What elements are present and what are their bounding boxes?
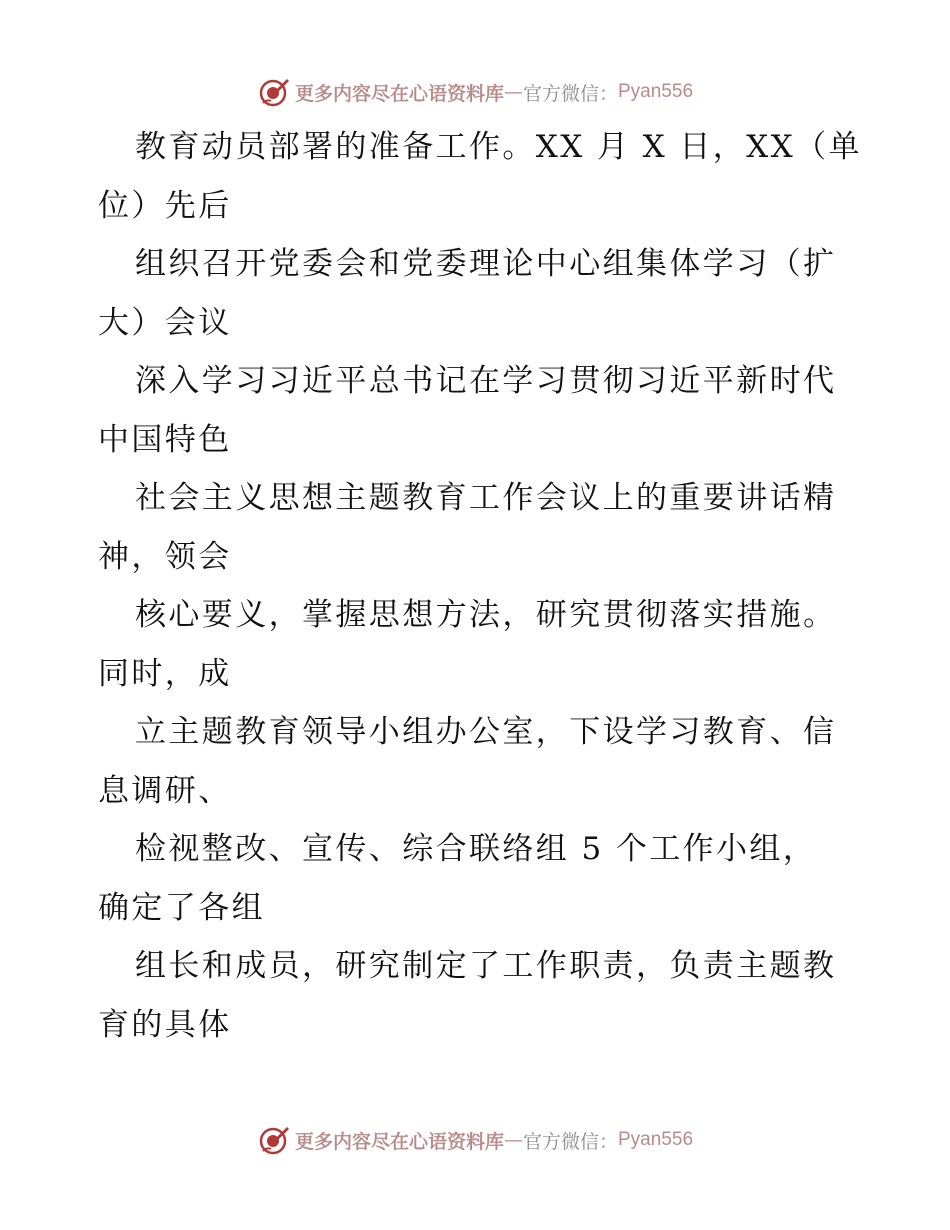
text-line: 大）会议: [98, 304, 232, 341]
text-line: 社会主义思想主题教育工作会议上的重要讲话精: [135, 480, 837, 516]
text-line: 立主题教育领导小组办公室，下设学习教育、信: [135, 714, 837, 750]
header-wechat-id: Pyan556: [618, 81, 694, 102]
quill-logo-icon: [257, 75, 291, 109]
text-line: 检视整改、宣传、综合联络组 5 个工作小组，: [135, 831, 817, 867]
text-line: 同时，成: [98, 655, 232, 692]
header-title: 更多内容尽在心语资料库: [294, 82, 504, 105]
header-separator: —: [503, 81, 523, 103]
header-banner: [0, 72, 950, 112]
footer-wechat-label: 官方微信：: [522, 1130, 618, 1153]
text-line: 神，领会: [98, 538, 232, 575]
quill-logo-icon: [257, 1123, 291, 1157]
body-text: [98, 118, 868, 1054]
footer-wechat-id: Pyan556: [618, 1129, 694, 1150]
text-line: 确定了各组: [98, 889, 265, 926]
text-line: 中国特色: [98, 421, 232, 458]
footer-title: 更多内容尽在心语资料库: [294, 1130, 504, 1153]
text-line: 息调研、: [98, 772, 232, 809]
text-line: 育的具体: [98, 1006, 232, 1043]
text-line: 组织召开党委会和党委理论中心组集体学习（扩: [135, 246, 837, 282]
header-wechat-label: 官方微信：: [522, 82, 618, 105]
text-line: 教育动员部署的准备工作。XX 月 X 日，XX（单: [135, 129, 862, 165]
text-line: 组长和成员，研究制定了工作职责，负责主题教: [135, 948, 837, 984]
footer-banner: [0, 1120, 950, 1160]
text-line: 深入学习习近平总书记在学习贯彻习近平新时代: [135, 363, 837, 399]
text-line: 位）先后: [98, 187, 232, 224]
footer-separator: —: [503, 1129, 523, 1151]
text-line: 核心要义，掌握思想方法，研究贯彻落实措施。: [135, 597, 837, 633]
